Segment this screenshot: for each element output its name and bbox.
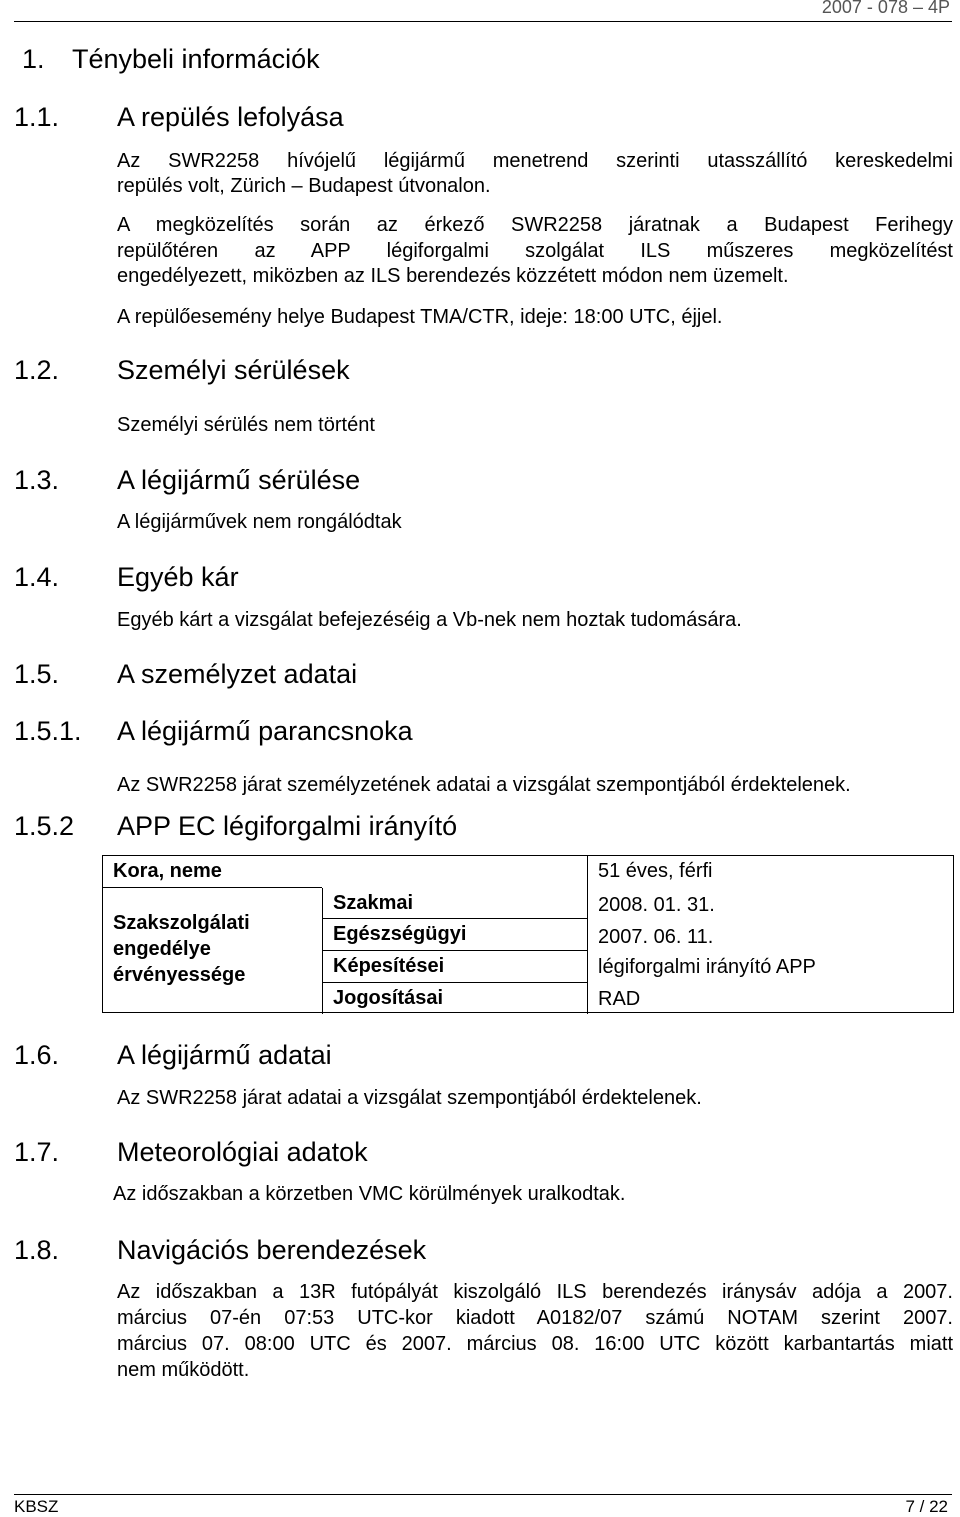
section-1-4-number: 1.4. — [14, 562, 60, 592]
section-1-4-text: Egyéb kárt a vizsgálat befejezéséig a Vb-nek nem hoztak tudomására. — [117, 609, 742, 631]
table-divider — [322, 982, 587, 983]
footer-rule — [14, 1494, 952, 1495]
section-1-5-title: A személyzet adatai — [117, 659, 358, 689]
section-1-3-text: A légijárművek nem rongálódtak — [117, 511, 402, 533]
document-code: 2007 - 078 – 4P — [821, 0, 950, 17]
section-1-1-number: 1.1. — [14, 102, 60, 132]
validity-label-line: engedélye — [113, 938, 211, 960]
paragraph-2-line: A megközelítés során az érkező SWR2258 járatnak a Budapest Ferihegy — [117, 214, 953, 236]
section-1-8-number: 1.8. — [14, 1235, 60, 1265]
section-1-number: 1. — [22, 44, 45, 74]
section-1-5-1-text: Az SWR2258 járat személyzetének adatai a vizsgálat szempontjából érdektelenek. — [117, 774, 851, 796]
row-value: 2007. 06. 11. — [598, 926, 714, 948]
paragraph-2-line: engedélyezett, miközben az ILS berendezés közzétett módon nem üzemelt. — [117, 265, 789, 287]
row-label: Egészségügyi — [333, 923, 467, 945]
section-1-7-text: Az időszakban a körzetben VMC körülmények uralkodtak. — [113, 1183, 626, 1205]
section-1-2-number: 1.2. — [14, 355, 60, 385]
section-1-2-title: Személyi sérülések — [117, 355, 350, 385]
section-1-5-number: 1.5. — [14, 659, 60, 689]
section-1-6-number: 1.6. — [14, 1040, 60, 1070]
section-1-5-2-number: 1.5.2 — [14, 811, 75, 841]
table-divider — [322, 888, 323, 1014]
header-rule — [14, 21, 952, 22]
paragraph-3: A repülőesemény helye Budapest TMA/CTR, ideje: 18:00 UTC, éjjel. — [117, 306, 723, 328]
table-divider — [322, 918, 587, 919]
age-label: Kora, neme — [113, 860, 222, 882]
table-divider — [587, 856, 588, 1014]
section-1-5-1-number: 1.5.1. — [14, 716, 82, 746]
validity-label-line: Szakszolgálati — [113, 912, 250, 934]
section-1-1-title: A repülés lefolyása — [117, 102, 344, 132]
section-1-5-1-title: A légijármű parancsnoka — [117, 716, 413, 746]
row-value: RAD — [598, 988, 641, 1010]
table-divider — [322, 950, 587, 951]
section-1-title: Ténybeli információk — [72, 44, 320, 74]
paragraph-1-line: Az SWR2258 hívójelű légijármű menetrend szerinti utasszállító kereskedelmi — [117, 150, 953, 172]
row-label: Jogosításai — [333, 987, 444, 1009]
section-1-4-title: Egyéb kár — [117, 562, 239, 592]
validity-label-line: érvényessége — [113, 964, 246, 986]
section-1-8-line: Az időszakban a 13R futópályát kiszolgáló ILS berendezés iránysáv adója a 2007. — [117, 1281, 953, 1303]
row-value: 2008. 01. 31. — [598, 894, 715, 916]
section-1-7-number: 1.7. — [14, 1137, 60, 1167]
section-1-3-title: A légijármű sérülése — [117, 465, 361, 495]
row-label: Szakmai — [333, 892, 414, 914]
section-1-5-2-title: APP EC légiforgalmi irányító — [117, 811, 458, 841]
paragraph-2-line: repülőtéren az APP légiforgalmi szolgálat ILS műszeres megközelítést — [117, 240, 953, 262]
row-value: légiforgalmi irányító APP — [598, 956, 816, 978]
footer-org: KBSZ — [14, 1497, 59, 1516]
section-1-2-text: Személyi sérülés nem történt — [117, 414, 375, 436]
section-1-8-line: március 07-én 07:53 UTC-kor kiadott A0182/07 számú NOTAM szerint 2007. — [117, 1307, 953, 1329]
row-label: Képesítései — [333, 955, 445, 977]
section-1-6-text: Az SWR2258 járat adatai a vizsgálat szempontjából érdektelenek. — [117, 1087, 702, 1109]
section-1-8-line: március 07. 08:00 UTC és 2007. március 08. 16:00 UTC között karbantartás miatt — [117, 1333, 953, 1355]
section-1-3-number: 1.3. — [14, 465, 60, 495]
paragraph-1-line: repülés volt, Zürich – Budapest útvonalon. — [117, 175, 491, 197]
section-1-8-title: Navigációs berendezések — [117, 1235, 427, 1265]
section-1-7-title: Meteorológiai adatok — [117, 1137, 368, 1167]
age-value: 51 éves, férfi — [598, 860, 713, 882]
table-divider — [103, 887, 322, 888]
controller-data-table — [102, 855, 954, 1013]
section-1-6-title: A légijármű adatai — [117, 1040, 332, 1070]
page-number: 7 / 22 — [905, 1497, 948, 1516]
section-1-8-line: nem működött. — [117, 1359, 250, 1381]
